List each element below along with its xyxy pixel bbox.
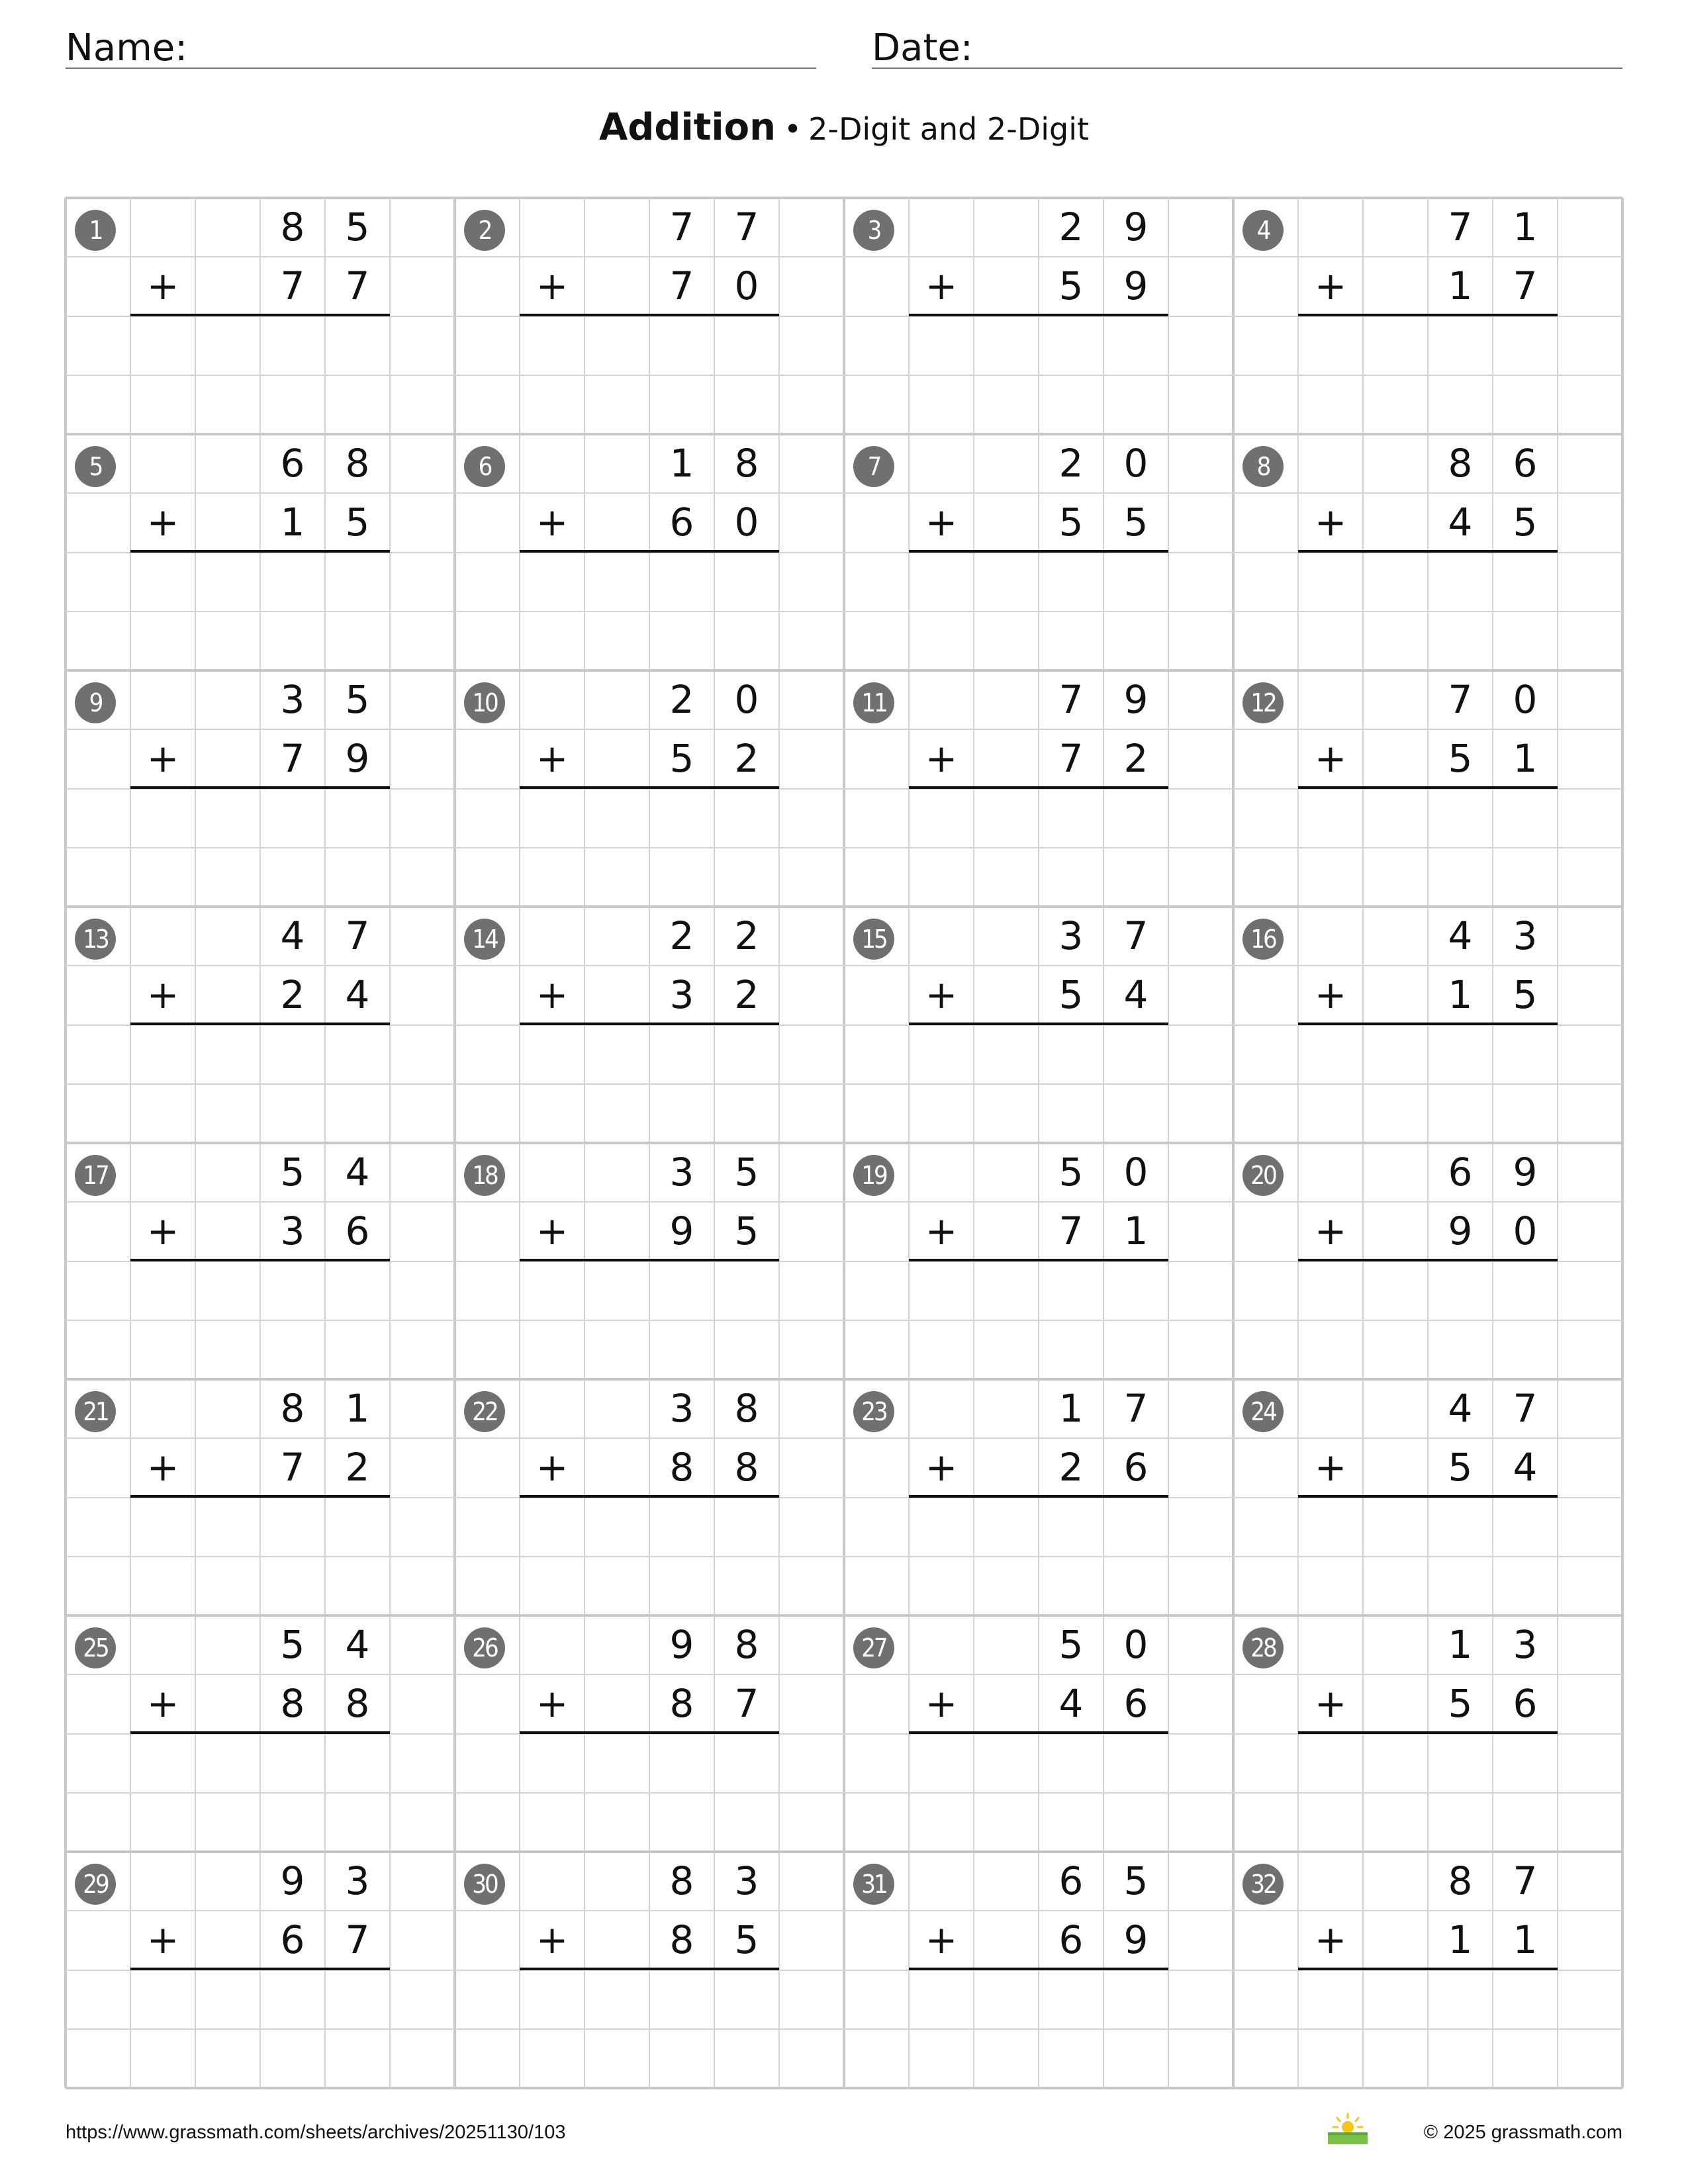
addend-bottom-digit: 9 bbox=[1123, 1917, 1149, 1962]
addend-bottom-digit: 9 bbox=[345, 736, 370, 781]
plus-sign: + bbox=[1314, 972, 1347, 1017]
addend-bottom-digit: 7 bbox=[280, 1445, 305, 1490]
addend-bottom-digit: 9 bbox=[1123, 263, 1149, 308]
addend-bottom-digit: 5 bbox=[1448, 1445, 1473, 1490]
addend-top-digit: 1 bbox=[345, 1386, 370, 1431]
problem-number-badge: 10 bbox=[464, 682, 505, 723]
addend-bottom-digit: 2 bbox=[280, 972, 305, 1017]
problem-number-badge: 3 bbox=[853, 210, 894, 251]
addend-top-digit: 7 bbox=[345, 913, 370, 958]
plus-sign: + bbox=[536, 1445, 569, 1490]
worksheet-title bbox=[0, 106, 1688, 149]
addend-bottom-digit: 7 bbox=[280, 736, 305, 781]
addend-top-digit: 8 bbox=[734, 1386, 759, 1431]
addend-top-digit: 3 bbox=[1513, 1622, 1538, 1667]
problem-number-badge: 7 bbox=[853, 446, 894, 487]
problem-23 bbox=[844, 1379, 1233, 1615]
addend-bottom-digit: 6 bbox=[280, 1917, 305, 1962]
addend-bottom-digit: 2 bbox=[734, 736, 759, 781]
addend-bottom-digit: 6 bbox=[1123, 1445, 1149, 1490]
addend-bottom-digit: 9 bbox=[669, 1208, 694, 1253]
answer-line bbox=[520, 1968, 779, 1970]
answer-line bbox=[909, 1731, 1168, 1734]
problem-number-badge: 29 bbox=[75, 1864, 116, 1905]
addend-top-digit: 6 bbox=[280, 441, 305, 486]
plus-sign: + bbox=[146, 500, 179, 545]
problem-20 bbox=[1233, 1143, 1622, 1379]
answer-line bbox=[130, 1968, 390, 1970]
answer-line bbox=[130, 550, 390, 553]
problem-number-badge: 19 bbox=[853, 1155, 894, 1196]
addend-top-digit: 4 bbox=[1448, 1386, 1473, 1431]
problem-27 bbox=[844, 1615, 1233, 1852]
sun-over-grass-icon bbox=[1327, 2111, 1369, 2146]
problem-9 bbox=[66, 670, 455, 907]
name-line[interactable] bbox=[66, 68, 816, 69]
problem-24 bbox=[1233, 1379, 1622, 1615]
addend-top-digit: 7 bbox=[1123, 913, 1149, 958]
problem-28 bbox=[1233, 1615, 1622, 1852]
plus-sign: + bbox=[536, 972, 569, 1017]
addend-top-digit: 5 bbox=[1058, 1622, 1084, 1667]
addend-top-digit: 5 bbox=[280, 1622, 305, 1667]
answer-line bbox=[520, 1495, 779, 1498]
title-main: Addition bbox=[598, 106, 776, 149]
addend-bottom-digit: 5 bbox=[1513, 500, 1538, 545]
problem-12 bbox=[1233, 670, 1622, 907]
addend-top-digit: 8 bbox=[1448, 441, 1473, 486]
problem-number-badge: 21 bbox=[75, 1391, 116, 1432]
addend-top-digit: 3 bbox=[669, 1386, 694, 1431]
addend-bottom-digit: 5 bbox=[1448, 736, 1473, 781]
answer-line bbox=[520, 1731, 779, 1734]
addend-bottom-digit: 7 bbox=[669, 263, 694, 308]
problem-19 bbox=[844, 1143, 1233, 1379]
addend-bottom-digit: 7 bbox=[734, 1681, 759, 1726]
addend-top-digit: 6 bbox=[1448, 1150, 1473, 1195]
answer-line bbox=[1298, 1731, 1558, 1734]
problem-22 bbox=[455, 1379, 844, 1615]
problem-number-badge: 6 bbox=[464, 446, 505, 487]
plus-sign: + bbox=[146, 1681, 179, 1726]
addend-bottom-digit: 4 bbox=[1448, 500, 1473, 545]
plus-sign: + bbox=[925, 972, 958, 1017]
addend-bottom-digit: 3 bbox=[669, 972, 694, 1017]
addend-top-digit: 4 bbox=[345, 1150, 370, 1195]
addend-bottom-digit: 0 bbox=[1513, 1208, 1538, 1253]
addend-bottom-digit: 5 bbox=[669, 736, 694, 781]
addend-bottom-digit: 6 bbox=[1123, 1681, 1149, 1726]
footer-url[interactable]: https://www.grassmath.com/sheets/archives/20251130/103 bbox=[66, 2122, 566, 2143]
problem-16 bbox=[1233, 907, 1622, 1143]
title-subtitle: 2-Digit and 2-Digit bbox=[808, 111, 1090, 147]
addend-top-digit: 3 bbox=[734, 1858, 759, 1903]
addend-top-digit: 2 bbox=[734, 913, 759, 958]
addend-top-digit: 1 bbox=[1513, 205, 1538, 250]
problem-10 bbox=[455, 670, 844, 907]
addend-bottom-digit: 7 bbox=[345, 263, 370, 308]
addend-top-digit: 9 bbox=[1123, 677, 1149, 722]
answer-line bbox=[130, 786, 390, 789]
answer-line bbox=[1298, 1023, 1558, 1025]
addend-top-digit: 8 bbox=[280, 205, 305, 250]
addend-bottom-digit: 1 bbox=[280, 500, 305, 545]
addend-top-digit: 8 bbox=[345, 441, 370, 486]
addend-bottom-digit: 6 bbox=[1513, 1681, 1538, 1726]
addend-bottom-digit: 2 bbox=[345, 1445, 370, 1490]
answer-line bbox=[520, 786, 779, 789]
addend-top-digit: 7 bbox=[1448, 205, 1473, 250]
problem-number-badge: 32 bbox=[1243, 1864, 1284, 1905]
problem-number-badge: 23 bbox=[853, 1391, 894, 1432]
answer-line bbox=[1298, 314, 1558, 316]
plus-sign: + bbox=[146, 263, 179, 308]
answer-line bbox=[909, 1968, 1168, 1970]
footer-copyright: © 2025 grassmath.com bbox=[1423, 2122, 1622, 2143]
addend-top-digit: 2 bbox=[1058, 441, 1084, 486]
problem-number-badge: 17 bbox=[75, 1155, 116, 1196]
answer-line bbox=[130, 1731, 390, 1734]
problem-number-badge: 13 bbox=[75, 919, 116, 960]
problem-number-badge: 28 bbox=[1243, 1627, 1284, 1668]
addend-top-digit: 5 bbox=[345, 205, 370, 250]
plus-sign: + bbox=[1314, 500, 1347, 545]
answer-line bbox=[1298, 1968, 1558, 1970]
addend-top-digit: 4 bbox=[345, 1622, 370, 1667]
addend-top-digit: 9 bbox=[1513, 1150, 1538, 1195]
date-label: Date: bbox=[872, 26, 973, 69]
addend-bottom-digit: 4 bbox=[1123, 972, 1149, 1017]
addend-top-digit: 4 bbox=[1448, 913, 1473, 958]
problem-number-badge: 14 bbox=[464, 919, 505, 960]
problem-number-badge: 8 bbox=[1243, 446, 1284, 487]
answer-line bbox=[1298, 1495, 1558, 1498]
addend-bottom-digit: 8 bbox=[669, 1445, 694, 1490]
problem-25 bbox=[66, 1615, 455, 1852]
addend-top-digit: 6 bbox=[1513, 441, 1538, 486]
addend-top-digit: 0 bbox=[1513, 677, 1538, 722]
addend-bottom-digit: 8 bbox=[280, 1681, 305, 1726]
plus-sign: + bbox=[536, 736, 569, 781]
addend-bottom-digit: 5 bbox=[1123, 500, 1149, 545]
addend-top-digit: 1 bbox=[669, 441, 694, 486]
problem-grid bbox=[66, 198, 1622, 2088]
plus-sign: + bbox=[536, 1208, 569, 1253]
problem-number-badge: 24 bbox=[1243, 1391, 1284, 1432]
problem-number-badge: 11 bbox=[853, 682, 894, 723]
addend-bottom-digit: 5 bbox=[1058, 500, 1084, 545]
addend-top-digit: 5 bbox=[345, 677, 370, 722]
problem-6 bbox=[455, 434, 844, 670]
problem-3 bbox=[844, 198, 1233, 434]
plus-sign: + bbox=[146, 1445, 179, 1490]
addend-top-digit: 0 bbox=[734, 677, 759, 722]
addend-bottom-digit: 5 bbox=[1513, 972, 1538, 1017]
addend-top-digit: 9 bbox=[1123, 205, 1149, 250]
addend-top-digit: 7 bbox=[669, 205, 694, 250]
plus-sign: + bbox=[925, 1445, 958, 1490]
problem-number-badge: 20 bbox=[1243, 1155, 1284, 1196]
plus-sign: + bbox=[1314, 1445, 1347, 1490]
problem-29 bbox=[66, 1852, 455, 2088]
addend-top-digit: 8 bbox=[669, 1858, 694, 1903]
addend-bottom-digit: 1 bbox=[1448, 1917, 1473, 1962]
problem-5 bbox=[66, 434, 455, 670]
problem-15 bbox=[844, 907, 1233, 1143]
plus-sign: + bbox=[925, 263, 958, 308]
answer-line bbox=[520, 550, 779, 553]
problem-30 bbox=[455, 1852, 844, 2088]
addend-top-digit: 7 bbox=[1123, 1386, 1149, 1431]
addend-bottom-digit: 1 bbox=[1448, 972, 1473, 1017]
date-line[interactable] bbox=[872, 68, 1622, 69]
addend-bottom-digit: 3 bbox=[280, 1208, 305, 1253]
addend-top-digit: 5 bbox=[280, 1150, 305, 1195]
addend-bottom-digit: 8 bbox=[669, 1917, 694, 1962]
addend-top-digit: 7 bbox=[734, 205, 759, 250]
addend-bottom-digit: 7 bbox=[280, 263, 305, 308]
plus-sign: + bbox=[146, 1917, 179, 1962]
addend-bottom-digit: 8 bbox=[734, 1445, 759, 1490]
problem-number-badge: 30 bbox=[464, 1864, 505, 1905]
problem-4 bbox=[1233, 198, 1622, 434]
addend-top-digit: 5 bbox=[1058, 1150, 1084, 1195]
problem-2 bbox=[455, 198, 844, 434]
problem-8 bbox=[1233, 434, 1622, 670]
plus-sign: + bbox=[146, 1208, 179, 1253]
addend-top-digit: 8 bbox=[734, 441, 759, 486]
problem-number-badge: 5 bbox=[75, 446, 116, 487]
problem-number-badge: 25 bbox=[75, 1627, 116, 1668]
addend-top-digit: 2 bbox=[669, 677, 694, 722]
problem-13 bbox=[66, 907, 455, 1143]
addend-bottom-digit: 6 bbox=[345, 1208, 370, 1253]
answer-line bbox=[130, 1023, 390, 1025]
addend-bottom-digit: 7 bbox=[1058, 736, 1084, 781]
addend-top-digit: 4 bbox=[280, 913, 305, 958]
addend-bottom-digit: 5 bbox=[345, 500, 370, 545]
addend-bottom-digit: 2 bbox=[1123, 736, 1149, 781]
problem-18 bbox=[455, 1143, 844, 1379]
addend-bottom-digit: 2 bbox=[1058, 1445, 1084, 1490]
addend-top-digit: 2 bbox=[1058, 205, 1084, 250]
addend-bottom-digit: 1 bbox=[1513, 1917, 1538, 1962]
addend-top-digit: 9 bbox=[669, 1622, 694, 1667]
plus-sign: + bbox=[925, 500, 958, 545]
addend-top-digit: 6 bbox=[1058, 1858, 1084, 1903]
answer-line bbox=[909, 314, 1168, 316]
addend-top-digit: 1 bbox=[1058, 1386, 1084, 1431]
problem-number-badge: 31 bbox=[853, 1864, 894, 1905]
problem-number-badge: 26 bbox=[464, 1627, 505, 1668]
addend-bottom-digit: 8 bbox=[669, 1681, 694, 1726]
plus-sign: + bbox=[536, 1681, 569, 1726]
problem-21 bbox=[66, 1379, 455, 1615]
answer-line bbox=[909, 550, 1168, 553]
addend-bottom-digit: 5 bbox=[734, 1208, 759, 1253]
answer-line bbox=[1298, 786, 1558, 789]
answer-line bbox=[520, 314, 779, 316]
answer-line bbox=[520, 1023, 779, 1025]
answer-line bbox=[909, 1023, 1168, 1025]
addend-top-digit: 0 bbox=[1123, 441, 1149, 486]
addend-top-digit: 2 bbox=[669, 913, 694, 958]
addend-bottom-digit: 9 bbox=[1448, 1208, 1473, 1253]
addend-bottom-digit: 6 bbox=[1058, 1917, 1084, 1962]
addend-top-digit: 7 bbox=[1058, 677, 1084, 722]
addend-bottom-digit: 1 bbox=[1448, 263, 1473, 308]
problem-number-badge: 1 bbox=[75, 210, 116, 251]
addend-top-digit: 5 bbox=[1123, 1858, 1149, 1903]
addend-bottom-digit: 1 bbox=[1123, 1208, 1149, 1253]
addend-bottom-digit: 6 bbox=[669, 500, 694, 545]
problem-number-badge: 15 bbox=[853, 919, 894, 960]
addend-top-digit: 0 bbox=[1123, 1150, 1149, 1195]
problem-number-badge: 12 bbox=[1243, 682, 1284, 723]
problem-11 bbox=[844, 670, 1233, 907]
addend-top-digit: 3 bbox=[1513, 913, 1538, 958]
addend-bottom-digit: 5 bbox=[734, 1917, 759, 1962]
answer-line bbox=[909, 1495, 1168, 1498]
addend-top-digit: 8 bbox=[1448, 1858, 1473, 1903]
addend-top-digit: 7 bbox=[1513, 1858, 1538, 1903]
title-separator: • bbox=[783, 111, 802, 147]
plus-sign: + bbox=[1314, 1917, 1347, 1962]
addend-bottom-digit: 0 bbox=[734, 500, 759, 545]
problem-32 bbox=[1233, 1852, 1622, 2088]
answer-line bbox=[130, 1495, 390, 1498]
addend-top-digit: 7 bbox=[1448, 677, 1473, 722]
addend-bottom-digit: 0 bbox=[734, 263, 759, 308]
addend-top-digit: 7 bbox=[1513, 1386, 1538, 1431]
plus-sign: + bbox=[1314, 1208, 1347, 1253]
problem-number-badge: 16 bbox=[1243, 919, 1284, 960]
plus-sign: + bbox=[925, 1208, 958, 1253]
addend-top-digit: 0 bbox=[1123, 1622, 1149, 1667]
problem-7 bbox=[844, 434, 1233, 670]
answer-line bbox=[1298, 1259, 1558, 1261]
addend-bottom-digit: 7 bbox=[1058, 1208, 1084, 1253]
addend-bottom-digit: 5 bbox=[1448, 1681, 1473, 1726]
addend-bottom-digit: 4 bbox=[1058, 1681, 1084, 1726]
addend-bottom-digit: 4 bbox=[1513, 1445, 1538, 1490]
answer-line bbox=[909, 786, 1168, 789]
name-label: Name: bbox=[66, 26, 188, 69]
answer-line bbox=[909, 1259, 1168, 1261]
addend-top-digit: 1 bbox=[1448, 1622, 1473, 1667]
addend-top-digit: 9 bbox=[280, 1858, 305, 1903]
addend-bottom-digit: 7 bbox=[1513, 263, 1538, 308]
addend-top-digit: 3 bbox=[669, 1150, 694, 1195]
plus-sign: + bbox=[1314, 263, 1347, 308]
addend-top-digit: 3 bbox=[280, 677, 305, 722]
problem-26 bbox=[455, 1615, 844, 1852]
problem-17 bbox=[66, 1143, 455, 1379]
plus-sign: + bbox=[925, 1681, 958, 1726]
answer-line bbox=[130, 314, 390, 316]
problem-number-badge: 27 bbox=[853, 1627, 894, 1668]
addend-bottom-digit: 7 bbox=[345, 1917, 370, 1962]
addend-bottom-digit: 5 bbox=[1058, 972, 1084, 1017]
problem-number-badge: 22 bbox=[464, 1391, 505, 1432]
addend-top-digit: 3 bbox=[1058, 913, 1084, 958]
problem-number-badge: 9 bbox=[75, 682, 116, 723]
addend-top-digit: 8 bbox=[280, 1386, 305, 1431]
plus-sign: + bbox=[536, 500, 569, 545]
addend-bottom-digit: 2 bbox=[734, 972, 759, 1017]
problem-31 bbox=[844, 1852, 1233, 2088]
plus-sign: + bbox=[146, 972, 179, 1017]
plus-sign: + bbox=[925, 736, 958, 781]
plus-sign: + bbox=[146, 736, 179, 781]
addend-top-digit: 3 bbox=[345, 1858, 370, 1903]
answer-line bbox=[1298, 550, 1558, 553]
problem-number-badge: 18 bbox=[464, 1155, 505, 1196]
addend-bottom-digit: 8 bbox=[345, 1681, 370, 1726]
plus-sign: + bbox=[925, 1917, 958, 1962]
problem-number-badge: 4 bbox=[1243, 210, 1284, 251]
plus-sign: + bbox=[1314, 736, 1347, 781]
addend-top-digit: 5 bbox=[734, 1150, 759, 1195]
plus-sign: + bbox=[536, 263, 569, 308]
addend-bottom-digit: 1 bbox=[1513, 736, 1538, 781]
answer-line bbox=[130, 1259, 390, 1261]
problem-1 bbox=[66, 198, 455, 434]
addend-bottom-digit: 4 bbox=[345, 972, 370, 1017]
addend-bottom-digit: 5 bbox=[1058, 263, 1084, 308]
problem-14 bbox=[455, 907, 844, 1143]
answer-line bbox=[520, 1259, 779, 1261]
plus-sign: + bbox=[536, 1917, 569, 1962]
problem-number-badge: 2 bbox=[464, 210, 505, 251]
plus-sign: + bbox=[1314, 1681, 1347, 1726]
addend-top-digit: 8 bbox=[734, 1622, 759, 1667]
